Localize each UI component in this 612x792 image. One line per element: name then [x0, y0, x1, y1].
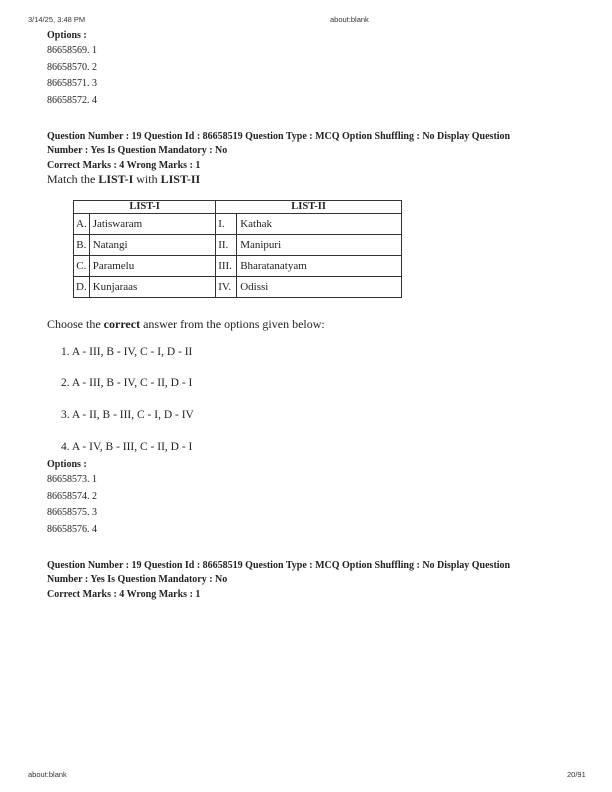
list2-item: Odissi: [237, 277, 402, 298]
next-question-marks: Correct Marks : 4 Wrong Marks : 1: [47, 589, 201, 600]
list2-item: Kathak: [237, 214, 402, 235]
stem-list2: LIST-II: [160, 172, 201, 186]
list2-key: I.: [216, 214, 237, 235]
page-number: 20/91: [567, 770, 586, 779]
option-id: 86658576. 4: [47, 523, 97, 535]
list2-key: IV.: [216, 277, 237, 298]
list1-header: LIST-I: [74, 201, 216, 214]
option-id: 86658574. 2: [47, 490, 97, 502]
table-row: [74, 277, 402, 298]
option-id: 86658571. 3: [47, 78, 97, 89]
list1-item: Natangi: [89, 235, 215, 256]
instruction-prefix: Choose the: [47, 317, 104, 331]
print-header-url: about:blank: [330, 15, 369, 24]
next-question-meta: [47, 559, 510, 602]
list2-header: LIST-II: [216, 201, 402, 214]
table-row: [74, 235, 402, 256]
question-marks: Correct Marks : 4 Wrong Marks : 1: [47, 160, 201, 171]
list2-key: III.: [216, 256, 237, 277]
list2-key: II.: [216, 235, 237, 256]
match-table: [73, 200, 402, 298]
next-question-meta-line1: Question Number : 19 Question Id : 86658519 Question Type : MCQ Option Shuffling : No Display Question: [47, 560, 511, 571]
choice-1: 1. A - III, B - IV, C - I, D - II: [61, 346, 193, 358]
list1-key: B.: [74, 235, 90, 256]
option-id: 86658570. 2: [47, 61, 97, 73]
question-stem: [47, 172, 200, 187]
options-label: Options :: [47, 459, 87, 470]
prev-options-list: [47, 43, 97, 109]
question-meta-line2: Number : Yes Is Question Mandatory : No: [47, 144, 228, 156]
options-list: [47, 472, 97, 538]
table-header-row: [74, 201, 402, 214]
list1-key: A.: [74, 214, 90, 235]
choice-4: 4. A - IV, B - III, C - II, D - I: [61, 441, 193, 453]
choice-3: 3. A - II, B - III, C - I, D - IV: [61, 409, 194, 421]
print-footer-url: about:blank: [28, 770, 67, 779]
list1-item: Paramelu: [89, 256, 215, 277]
list1-key: D.: [74, 277, 90, 298]
option-id: 86658569. 1: [47, 45, 97, 56]
print-timestamp: 3/14/25, 3:48 PM: [28, 15, 86, 24]
list2-item: Manipuri: [237, 235, 402, 256]
table-row: [74, 256, 402, 277]
instruction-suffix: answer from the options given below:: [140, 317, 325, 331]
question-meta-line1: Question Number : 19 Question Id : 86658519 Question Type : MCQ Option Shuffling : No Display Question: [47, 131, 511, 142]
stem-list1: LIST-I: [98, 172, 134, 186]
question-meta: [47, 130, 510, 173]
next-question-meta-line2: Number : Yes Is Question Mandatory : No: [47, 573, 228, 585]
list1-key: C.: [74, 256, 90, 277]
list1-item: Kunjaraas: [89, 277, 215, 298]
option-id: 86658575. 3: [47, 507, 97, 518]
instruction-bold: correct: [103, 317, 141, 331]
stem-prefix: Match the: [47, 172, 99, 186]
list2-item: Bharatanatyam: [237, 256, 402, 277]
prev-options-label: Options :: [47, 30, 87, 41]
stem-mid: with: [133, 172, 161, 186]
choice-2: 2. A - III, B - IV, C - II, D - I: [61, 377, 193, 389]
option-id: 86658573. 1: [47, 474, 97, 485]
instruction: [47, 317, 325, 332]
list1-item: Jatiswaram: [89, 214, 215, 235]
option-id: 86658572. 4: [47, 94, 97, 106]
table-row: [74, 214, 402, 235]
